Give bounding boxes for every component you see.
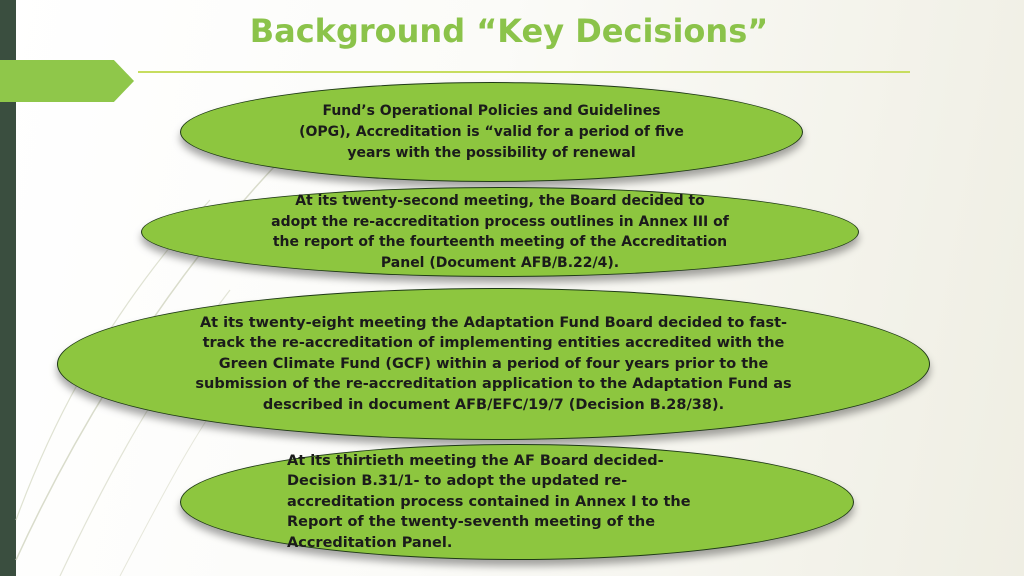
title-tab-arrow	[0, 60, 134, 102]
decision-ellipse-opg	[180, 82, 803, 182]
decision-text: At its twenty-eight meeting the Adaptation Fund Board decided to fast-track the re-accreditation of implementing entities accredited with the Green Climate Fund (GCF) within a period of four years prior to the submission of the re-accreditation application to the Adaptation Fund as described in document AFB/EFC/19/7 (Decision B.28/38).	[195, 314, 792, 413]
decision-text: Fund’s Operational Policies and Guidelines (OPG), Accreditation is “valid for a period of five years with the possibility of renewal	[299, 102, 684, 161]
decision-ellipse-b31	[180, 444, 854, 560]
title-underline	[138, 71, 910, 73]
decision-ellipse-b28	[57, 288, 930, 440]
decision-text: At its twenty-second meeting, the Board decided to adopt the re-accreditation process outlines in Annex III of the report of the fourteenth meeting of the Accreditation Panel (Document AFB/B.22/4).	[271, 193, 729, 271]
slide-title	[0, 12, 1024, 50]
slide-title-text: Background “Key Decisions”	[249, 12, 769, 50]
decision-ellipse-b22	[141, 187, 859, 277]
decision-text: At its thirtieth meeting the AF Board decided-Decision B.31/1- to adopt the updated re-accreditation process contained in Annex I to the Report of the twenty-seventh meeting of the Accreditation Panel.	[287, 452, 691, 551]
